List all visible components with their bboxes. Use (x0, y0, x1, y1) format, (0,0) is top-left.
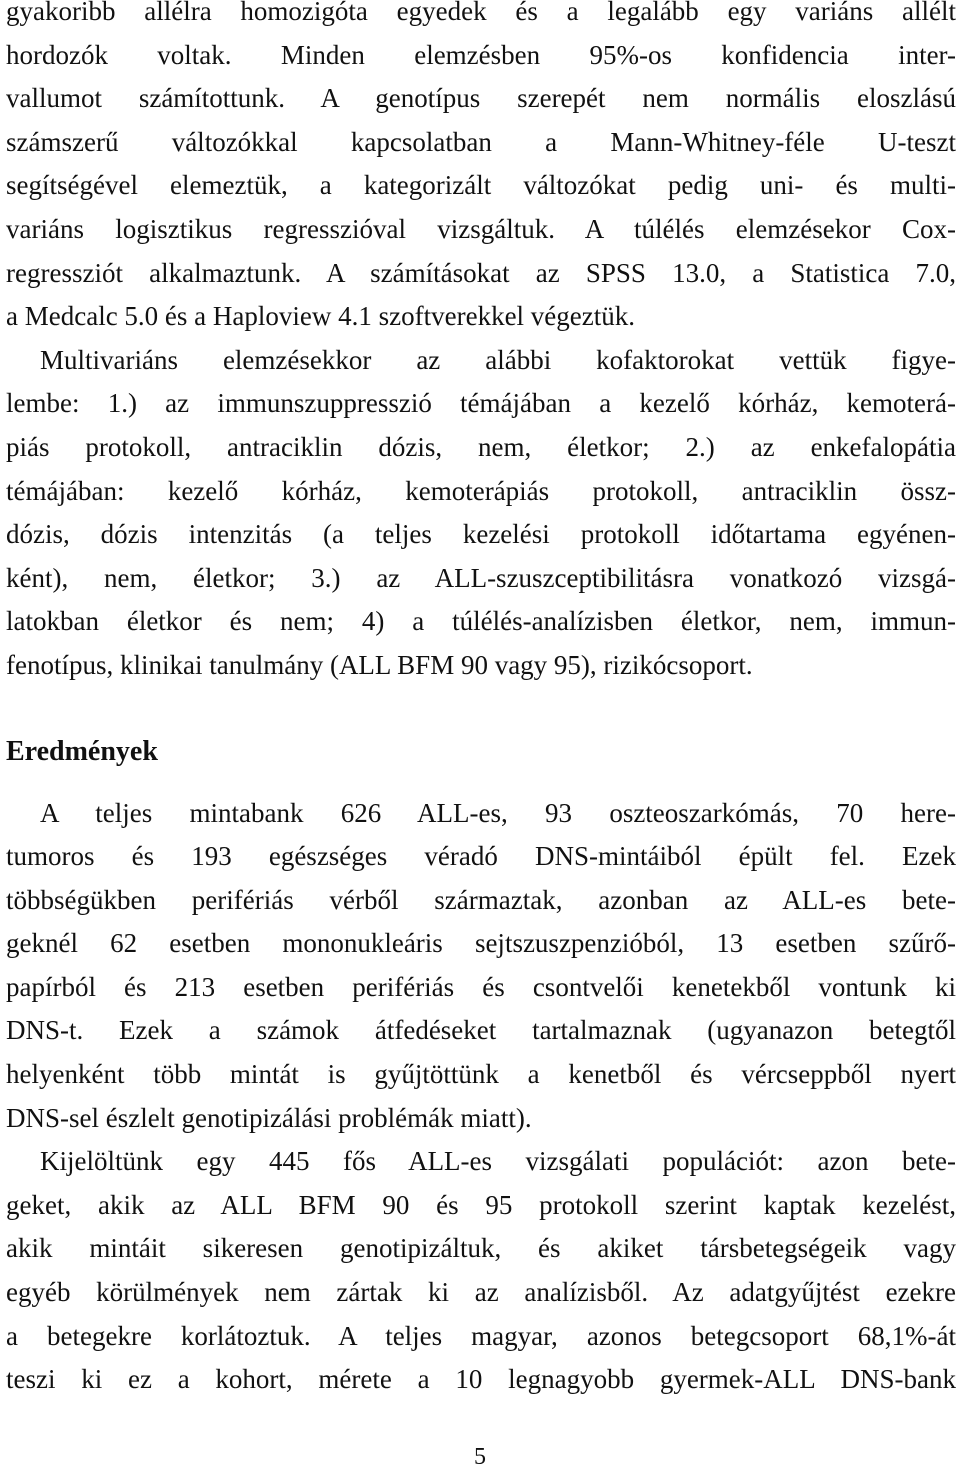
text-line: DNS-t. Ezek a számok átfedéseket tartalmaznak (ugyanazon betegtől (6, 1015, 956, 1046)
text-line: többségükben perifériás vérből származtak, azonban az ALL-es bete- (6, 884, 956, 915)
text-line: vallumot számítottunk. A genotípus szerepét nem normális eloszlású (6, 83, 956, 114)
text-line: Multivariáns elemzésekkor az alábbi kofaktorokat vettük figye- (40, 344, 956, 375)
document-page (6, 0, 956, 1402)
text-line: A teljes mintabank 626 ALL-es, 93 oszteoszarkómás, 70 here- (40, 797, 956, 828)
text-line: regressziót alkalmaztunk. A számításokat az SPSS 13.0, a Statistica 7.0, (6, 257, 956, 288)
text-line: a Medcalc 5.0 és a Haploview 4.1 szoftverekkel végeztük. (6, 301, 636, 332)
text-line: ként), nem, életkor; 3.) az ALL-szuszceptibilitásra vonatkozó vizsgá- (6, 562, 956, 593)
text-line: a betegekre korlátoztuk. A teljes magyar, azonos betegcsoport 68,1%-át (6, 1320, 956, 1351)
paragraph-cofactors (6, 339, 956, 688)
text-line: teszi ki ez a kohort, mérete a 10 legnagyobb gyermek-ALL DNS-bank (6, 1364, 956, 1395)
text-line: variáns logisztikus regresszióval vizsgáltuk. A túlélés elemzésekor Cox- (6, 213, 956, 244)
text-line: geknél 62 esetben mononukleáris sejtszuszpenzióból, 13 esetben szűrő- (6, 928, 956, 959)
text-line: geket, akik az ALL BFM 90 és 95 protokoll szerint kaptak kezelést, (6, 1189, 956, 1220)
text-line: fenotípus, klinikai tanulmány (ALL BFM 90 vagy 95), rizikócsoport. (6, 649, 753, 680)
paragraph-samples (6, 792, 956, 1141)
text-line: dózis, dózis intenzitás (a teljes kezelési protokoll időtartama egyénen- (6, 519, 956, 550)
text-line: tumoros és 193 egészséges véradó DNS-mintáiból épült fel. Ezek (6, 841, 956, 872)
paragraph-population (6, 1140, 956, 1402)
text-line: számszerű változókkal kapcsolatban a Mann-Whitney-féle U-teszt (6, 126, 956, 157)
text-line: DNS-sel észlelt genotipizálási problémák miatt). (6, 1102, 532, 1133)
text-line: lembe: 1.) az immunszuppresszió témájában a kezelő kórház, kemoterá- (6, 388, 956, 419)
text-line: latokban életkor és nem; 4) a túlélés-analízisben életkor, nem, immun- (6, 606, 956, 637)
text-line: Kijelöltünk egy 445 fős ALL-es vizsgálati populációt: azon bete- (40, 1146, 956, 1177)
page-number: 5 (474, 1444, 486, 1470)
text-line: akik mintáit sikeresen genotipizáltuk, és akiket társbetegségeik vagy (6, 1233, 956, 1264)
text-line: helyenként több mintát is gyűjtöttünk a kenetből és vércseppből nyert (6, 1059, 956, 1090)
section-heading: Eredmények (6, 735, 158, 767)
paragraph-statistics (6, 0, 956, 339)
text-line: segítségével elemeztük, a kategorizált változókat pedig uni- és multi- (6, 170, 956, 201)
text-line: piás protokoll, antraciklin dózis, nem, életkor; 2.) az enkefalopátia (6, 431, 956, 462)
text-line: témájában: kezelő kórház, kemoterápiás protokoll, antraciklin össz- (6, 475, 956, 506)
text-line: gyakoribb allélra homozigóta egyedek és a legalább egy variáns allélt (6, 0, 956, 26)
text-line: egyéb körülmények nem zártak ki az analízisből. Az adatgyűjtést ezekre (6, 1277, 956, 1308)
text-line: hordozók voltak. Minden elemzésben 95%-os konfidencia inter- (6, 39, 956, 70)
text-line: papírból és 213 esetben perifériás és csontvelői kenetekből vontunk ki (6, 971, 956, 1002)
